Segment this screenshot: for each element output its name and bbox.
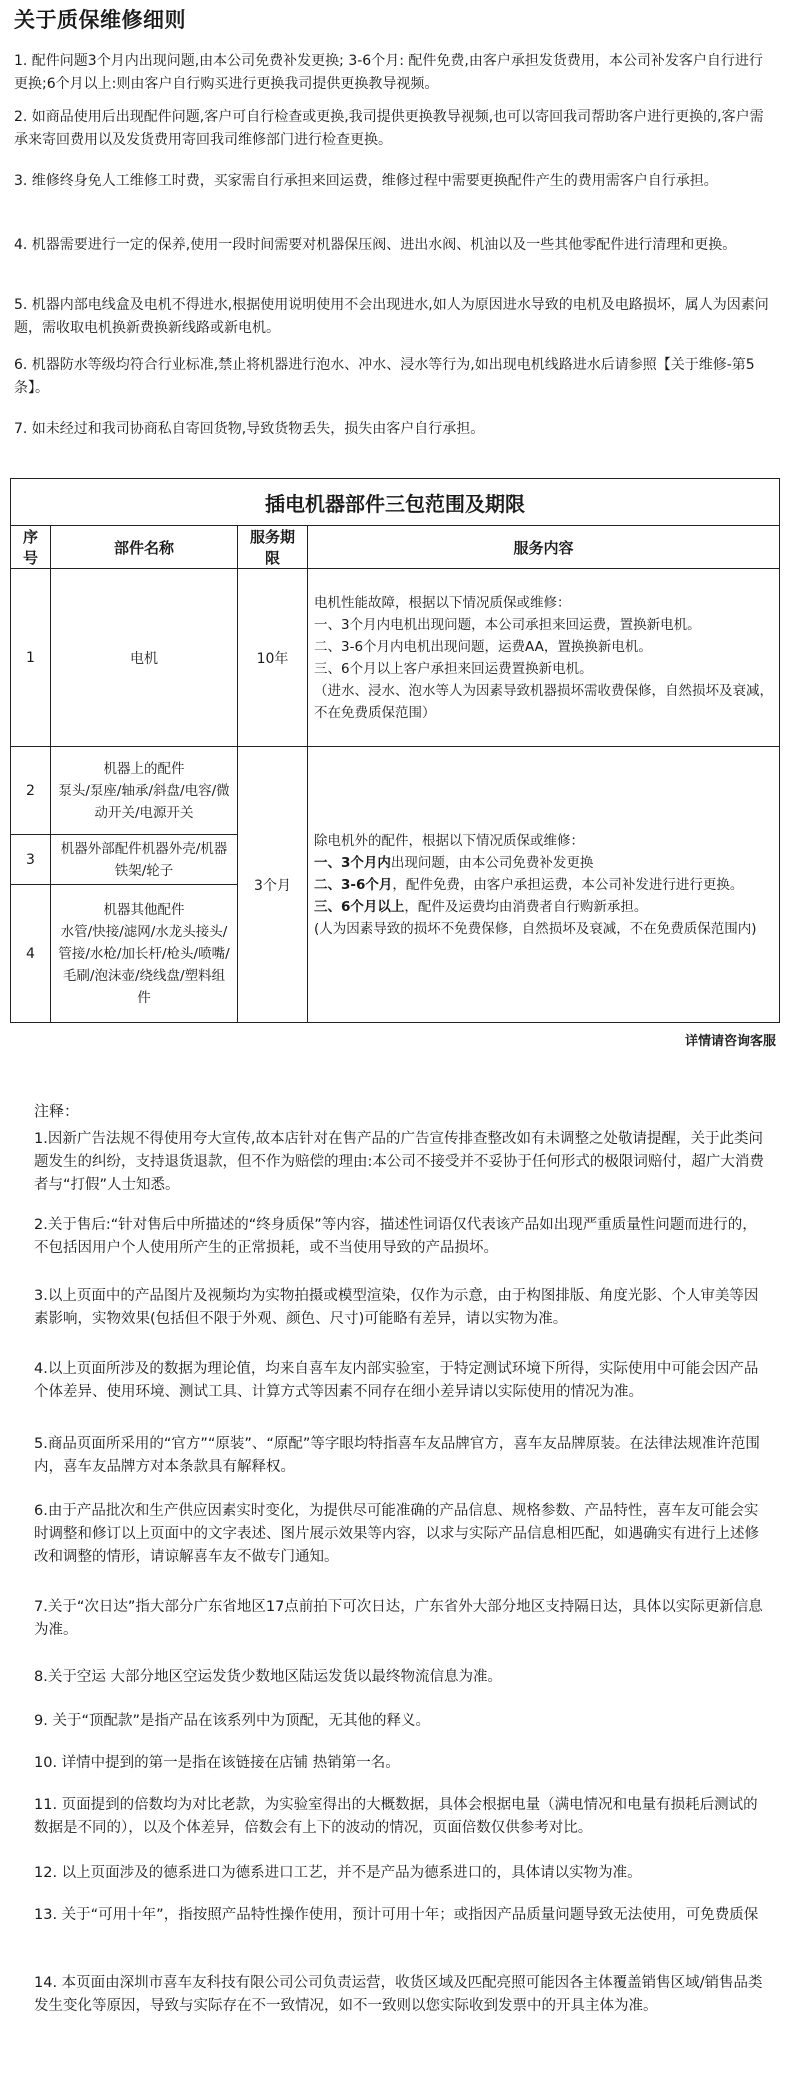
content-line: 一、3个月内电机出现问题，本公司承担来回运费，置换新电机。: [314, 616, 701, 633]
rule-7: 7. 如未经过和我司协商私自寄回货物,导致货物丢失，损失由客户自行承担。: [14, 421, 485, 437]
header-no: 序号: [11, 526, 51, 569]
note-8: 8.关于空运 大部分地区空运发货少数地区陆运发货以最终物流信息为准。: [34, 1669, 502, 1685]
note-14: 14. 本页面由深圳市喜车友科技有限公司公司负责运营，收货区域及匹配亮照可能因各主体覆盖销售区域/销售品类发生变化等原因，导致与实际存在不一致情况，如不一致则以您实际收到发票中的开具主体为准。: [34, 1975, 763, 2014]
content-line: (人为因素导致的损坏不免费保修，自然损坏及衰减，不在免费质保范围内): [314, 920, 757, 937]
note-11: 11. 页面提到的倍数均为对比老款，为实验室得出的大概数据，具体会根据电量（满电情况和电量有损耗后测试的数据是不同的），以及个体差异，倍数会有上下的波动的情况，页面倍数仅供参考对比。: [34, 1797, 758, 1836]
content-text: 出现问题，由本公司免费补发更换: [390, 854, 594, 871]
row-period: 3个月: [238, 747, 308, 1023]
content-line: （进水、浸水、泡水等人为因素导致机器损坏需收费保修，自然损坏及衰减，不在免费质保范围）: [314, 682, 773, 721]
row-no: 3: [11, 835, 51, 885]
row-period: 10年: [238, 569, 308, 747]
note-13: 13. 关于“可用十年”，指按照产品特性操作使用，预计可用十年；或指因产品质量问题导致无法使用，可免费质保: [34, 1907, 759, 1923]
contact-note: 详情请咨询客服: [684, 1034, 776, 1049]
content-line: 除电机外的配件，根据以下情况质保或维修：: [314, 832, 584, 849]
header-part: 部件名称: [51, 526, 238, 569]
rule-4: 4. 机器需要进行一定的保养,使用一段时间需要对机器保压阀、进出水阀、机油以及一些其他零配件进行清理和更换。: [14, 237, 737, 253]
note-3: 3.以上页面中的产品图片及视频均为实物拍摄或模型渲染，仅作为示意，由于构图排版、角度光影、个人审美等因素影响，实物效果(包括但不限于外观、颜色、尺寸)可能略有差异，请以实物为准。: [34, 1288, 759, 1327]
rule-6: 6. 机器防水等级均符合行业标准,禁止将机器进行泡水、冲水、浸水等行为,如出现电机线路进水后请参照【关于维修-第5条】。: [14, 357, 755, 396]
table-title: 插电机器部件三包范围及期限: [11, 479, 780, 526]
content-text: ，配件及运费均由消费者自行购新承担。: [404, 898, 648, 915]
note-12: 12. 以上页面涉及的德系进口为德系进口工艺，并不是产品为德系进口的，具体请以实物为准。: [34, 1865, 642, 1881]
page-title: 关于质保维修细则: [14, 8, 186, 32]
note-5: 5.商品页面所采用的“官方”“原装”、“原配”等字眼均特指喜车友品牌官方，喜车友品牌原装。在法律法规准许范围内，喜车友品牌方对本条款具有解释权。: [34, 1436, 760, 1475]
header-period: 服务期限: [238, 526, 308, 569]
table-row: [11, 569, 780, 747]
row-part: 机器其他配件 水管/快接/滤网/水龙头接头/管接/水枪/加长杆/枪头/喷嘴/毛刷/泡沫壶/绕线盘/塑料组件: [51, 885, 238, 1023]
rule-5: 5. 机器内部电线盒及电机不得进水,根据使用说明使用不会出现进水,如人为原因进水导致的电机及电路损坏，属人为因素问题，需收取电机换新费换新线路或新电机。: [14, 297, 769, 336]
row-part: 机器外部配件机器外壳/机器铁架/轮子: [51, 835, 238, 885]
note-2: 2.关于售后:“针对售后中所描述的“终身质保”等内容，描述性词语仅代表该产品如出现严重质量性问题而进行的，不包括因用户个人使用所产生的正常损耗，或不当使用导致的产品损坏。: [34, 1217, 757, 1256]
content-line: [314, 852, 773, 874]
notes-title: 注释：: [34, 1102, 80, 1120]
warranty-table: [10, 478, 780, 1023]
note-1: 1.因新广告法规不得使用夸大宣传,故本店针对在售产品的广告宣传排查整改如有未调整之处敬请提醒，关于此类问题发生的纠纷，支持退货退款，但不作为赔偿的理由:本公司不接受并不妥协于任何形式的极限词赔付，超广大消费者与“打假”人士知悉。: [34, 1131, 764, 1193]
note-10: 10. 详情中提到的第一是指在该链接在店铺 热销第一名。: [34, 1755, 400, 1771]
content-emphasis: 三、6个月以上: [314, 898, 405, 915]
row-no: 2: [11, 747, 51, 835]
content-line: 电机性能故障，根据以下情况质保或维修：: [314, 594, 571, 611]
note-9: 9. 关于“顶配款”是指产品在该系列中为顶配，无其他的释义。: [34, 1713, 430, 1729]
row-content: [308, 747, 780, 1023]
note-6: 6.由于产品批次和生产供应因素实时变化，为提供尽可能准确的产品信息、规格参数、产品特性，喜车友可能会实时调整和修订以上页面中的文字表述、图片展示效果等内容，以求与实际产品信息相匹配，如遇确实有进行上述修改和调整的情形，请谅解喜车友不做专门通知。: [34, 1503, 759, 1565]
row-no: 1: [11, 569, 51, 747]
row-no: 4: [11, 885, 51, 1023]
note-4: 4.以上页面所涉及的数据为理论值，均来自喜车友内部实验室，于特定测试环境下所得，实际使用中可能会因产品个体差异、使用环境、测试工具、计算方式等因素不同存在细小差异请以实际使用的情况为准。: [34, 1361, 759, 1400]
row-content: [308, 569, 780, 747]
content-emphasis: 一、3个月内: [314, 854, 391, 871]
content-line: [314, 896, 773, 918]
rule-1: 1. 配件问题3个月内出现问题,由本公司免费补发更换; 3-6个月: 配件免费,由客户承担发货费用，本公司补发客户自行进行更换;6个月以上:则由客户自行购买进行更换我司提供更换教导视频。: [14, 53, 763, 92]
content-emphasis: 二、3-6个月: [314, 876, 393, 893]
note-7: 7.关于“次日达”指大部分广东省地区17点前拍下可次日达，广东省外大部分地区支持隔日达，具体以实际更新信息为准。: [34, 1599, 763, 1638]
content-line: [314, 874, 773, 896]
content-line: 三、6个月以上客户承担来回运费置换新电机。: [314, 660, 593, 677]
content-text: ，配件免费，由客户承担运费，本公司补发进行进行更换。: [392, 876, 744, 893]
rule-3: 3. 维修终身免人工维修工时费，买家需自行承担来回运费，维修过程中需要更换配件产生的费用需客户自行承担。: [14, 173, 718, 189]
row-part: 机器上的配件 泵头/泵座/轴承/斜盘/电容/微动开关/电源开关: [51, 747, 238, 835]
content-line: 二、3-6个月内电机出现问题，运费AA，置换换新电机。: [314, 638, 652, 655]
header-content: 服务内容: [308, 526, 780, 569]
rule-2: 2. 如商品使用后出现配件问题,客户可自行检查或更换,我司提供更换教导视频,也可以寄回我司帮助客户进行更换的,客户需承来寄回费用以及发货费用寄回我司维修部门进行检查更换。: [14, 109, 764, 148]
row-part: 电机: [51, 569, 238, 747]
table-row: [11, 747, 780, 835]
